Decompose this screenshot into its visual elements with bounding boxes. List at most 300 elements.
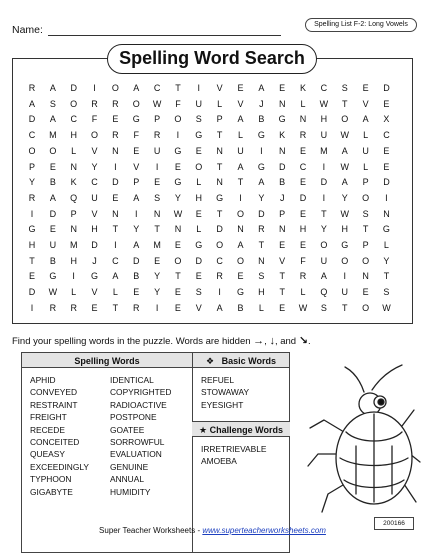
puzzle-letter[interactable]: L [196, 177, 202, 188]
puzzle-letter[interactable]: N [278, 98, 286, 109]
puzzle-letter[interactable]: E [237, 83, 244, 93]
puzzle-letter[interactable]: Y [154, 287, 161, 298]
puzzle-letter[interactable]: O [28, 145, 36, 156]
puzzle-letter[interactable]: A [320, 271, 327, 282]
puzzle-letter[interactable]: T [342, 302, 348, 313]
puzzle-letter[interactable]: O [70, 98, 78, 109]
puzzle-letter[interactable]: C [299, 161, 307, 172]
puzzle-letter[interactable]: U [153, 145, 161, 156]
puzzle-letter[interactable]: S [195, 114, 202, 125]
puzzle-letter[interactable]: G [257, 161, 265, 172]
puzzle-letter[interactable]: T [216, 130, 223, 141]
puzzle-letter[interactable]: P [216, 114, 223, 125]
puzzle-letter[interactable]: G [341, 240, 349, 250]
puzzle-letter[interactable]: H [91, 224, 98, 235]
puzzle-letter[interactable]: W [340, 208, 349, 219]
puzzle-letter[interactable]: P [362, 240, 369, 250]
puzzle-letter[interactable]: D [28, 114, 36, 125]
puzzle-letter[interactable]: P [362, 177, 369, 188]
puzzle-letter[interactable]: I [155, 161, 159, 172]
puzzle-letter[interactable]: D [28, 287, 36, 298]
puzzle-letter[interactable]: E [383, 161, 390, 172]
puzzle-letter[interactable]: W [319, 98, 329, 109]
puzzle-letter[interactable]: V [133, 161, 140, 172]
puzzle-letter[interactable]: B [237, 302, 244, 313]
puzzle-letter[interactable]: A [49, 83, 56, 93]
puzzle-letter[interactable]: V [91, 145, 98, 156]
puzzle-letter[interactable]: O [111, 83, 119, 93]
puzzle-letter[interactable]: O [174, 114, 182, 125]
basic-word: REFUEL [201, 375, 235, 385]
puzzle-letter[interactable]: M [49, 130, 57, 141]
puzzle-letter[interactable]: L [300, 287, 306, 298]
puzzle-letter[interactable]: O [216, 240, 224, 250]
puzzle-letter[interactable]: A [133, 192, 140, 203]
challenge-word: IRRETRIEVABLE [201, 444, 267, 454]
puzzle-letter[interactable]: A [237, 114, 244, 125]
puzzle-letter[interactable]: R [112, 98, 119, 109]
puzzle-letter[interactable]: T [175, 271, 181, 282]
spelling-word: RECEDE [30, 424, 65, 435]
star-icon: ★ [199, 425, 208, 435]
puzzle-letter[interactable]: T [279, 271, 285, 282]
puzzle-letter[interactable]: D [112, 177, 119, 188]
puzzle-letter[interactable]: R [299, 271, 307, 282]
puzzle-letter[interactable]: L [112, 287, 118, 298]
puzzle-letter[interactable]: N [153, 208, 161, 219]
puzzle-letter[interactable]: N [278, 145, 286, 156]
puzzle-letter[interactable]: E [195, 271, 202, 282]
puzzle-letter[interactable]: C [383, 130, 390, 141]
puzzle-letter[interactable]: M [320, 145, 328, 156]
puzzle-letter[interactable]: U [195, 98, 203, 109]
puzzle-letter[interactable]: Y [28, 177, 35, 188]
puzzle-letter[interactable]: L [258, 302, 264, 313]
diagonal-arrow-icon: ↘ [298, 335, 308, 347]
spelling-word: EXCEEDINGLY [30, 461, 89, 472]
puzzle-letter[interactable]: T [237, 177, 244, 188]
footer-link[interactable]: www.superteacherworksheets.com [202, 526, 326, 535]
puzzle-letter[interactable]: A [49, 114, 56, 125]
puzzle-letter[interactable]: E [49, 224, 56, 235]
puzzle-letter[interactable]: L [196, 224, 202, 235]
puzzle-letter[interactable]: R [49, 302, 57, 313]
puzzle-letter[interactable]: E [300, 240, 307, 250]
puzzle-letter[interactable]: T [216, 208, 223, 219]
puzzle-letter[interactable]: O [91, 130, 99, 141]
puzzle-letter[interactable]: W [152, 98, 162, 109]
puzzle-letter[interactable]: G [216, 192, 224, 203]
name-label: Name: [12, 24, 43, 36]
puzzle-letter[interactable]: H [70, 255, 77, 266]
puzzle-letter[interactable]: S [362, 208, 369, 219]
puzzle-letter[interactable]: G [195, 240, 203, 250]
puzzle-letter[interactable]: E [174, 302, 181, 313]
spelling-word: COPYRIGHTED [110, 387, 172, 398]
puzzle-letter[interactable]: Y [154, 271, 161, 282]
spelling-word: SORROWFUL [110, 437, 165, 448]
puzzle-letter[interactable]: U [49, 240, 57, 250]
puzzle-letter[interactable]: E [362, 83, 369, 93]
puzzle-letter[interactable]: T [112, 302, 119, 313]
puzzle-letter[interactable]: V [362, 98, 369, 109]
puzzle-letter[interactable]: T [175, 83, 181, 93]
puzzle-letter[interactable]: L [71, 287, 77, 298]
puzzle-letter[interactable]: U [362, 145, 369, 156]
puzzle-letter[interactable]: I [385, 192, 388, 203]
puzzle-letter[interactable]: L [237, 130, 243, 141]
puzzle-letter[interactable]: D [49, 208, 57, 219]
puzzle-letter[interactable]: I [239, 192, 242, 203]
spelling-word: EVALUATION [110, 449, 162, 460]
puzzle-letter[interactable]: N [383, 208, 390, 219]
puzzle-letter[interactable]: D [383, 83, 390, 93]
puzzle-letter[interactable]: F [91, 114, 98, 125]
puzzle-letter[interactable]: P [154, 114, 161, 125]
puzzle-letter[interactable]: P [70, 208, 77, 219]
puzzle-letter[interactable]: L [300, 98, 306, 109]
puzzle-letter[interactable]: K [279, 130, 286, 141]
puzzle-letter[interactable]: I [30, 208, 34, 219]
word-bank-divider [192, 352, 193, 553]
puzzle-letter[interactable]: O [341, 114, 349, 125]
puzzle-letter[interactable]: I [114, 161, 117, 172]
puzzle-letter[interactable]: Y [174, 192, 181, 203]
puzzle-letter[interactable]: O [132, 98, 140, 109]
puzzle-letter[interactable]: C [91, 177, 98, 188]
puzzle-letter[interactable]: E [279, 240, 286, 250]
puzzle-letter[interactable]: F [175, 98, 181, 109]
puzzle-letter[interactable]: N [216, 145, 223, 156]
puzzle-letter[interactable]: C [216, 255, 223, 266]
puzzle-letter[interactable]: A [133, 83, 140, 93]
puzzle-letter[interactable]: G [91, 271, 99, 282]
puzzle-letter[interactable]: V [91, 287, 98, 298]
puzzle-letter[interactable]: F [133, 130, 139, 141]
puzzle-letter[interactable]: R [153, 130, 161, 141]
spelling-word: TYPHOON [30, 474, 72, 485]
puzzle-letter[interactable]: B [279, 177, 286, 188]
puzzle-letter[interactable]: Y [133, 224, 140, 235]
puzzle-letter[interactable]: A [133, 240, 140, 250]
puzzle-letter[interactable]: B [49, 177, 56, 188]
puzzle-letter[interactable]: D [91, 240, 98, 250]
puzzle-letter[interactable]: T [29, 255, 35, 266]
puzzle-letter[interactable]: A [49, 192, 56, 203]
spelling-word: POSTPONE [110, 412, 157, 423]
puzzle-letter[interactable]: O [174, 255, 182, 266]
puzzle-letter[interactable]: K [300, 83, 307, 93]
puzzle-letter[interactable]: E [133, 145, 140, 156]
puzzle-letter[interactable]: W [48, 287, 58, 298]
puzzle-letter[interactable]: G [49, 271, 57, 282]
puzzle-letter[interactable]: A [258, 83, 265, 93]
puzzle-letter[interactable]: H [341, 224, 348, 235]
puzzle-letter[interactable]: I [134, 208, 138, 219]
puzzle-letter[interactable]: D [320, 177, 328, 188]
puzzle-letter[interactable]: R [28, 192, 36, 203]
puzzle-letter[interactable]: C [28, 130, 36, 141]
puzzle-letter[interactable]: E [300, 145, 307, 156]
puzzle-letter[interactable]: W [340, 161, 349, 172]
puzzle-letter[interactable]: I [72, 271, 75, 282]
puzzle-letter[interactable]: O [49, 145, 57, 156]
puzzle-letter[interactable]: O [362, 302, 370, 313]
puzzle-letter[interactable]: R [70, 302, 77, 313]
puzzle-letter[interactable]: I [93, 83, 96, 93]
puzzle-letter[interactable]: I [114, 240, 117, 250]
puzzle-letter[interactable]: G [174, 145, 182, 156]
puzzle-letter[interactable]: M [153, 240, 161, 250]
puzzle-letter[interactable]: I [343, 271, 346, 282]
puzzle-letter[interactable]: S [49, 98, 56, 109]
name-line[interactable] [48, 35, 281, 36]
challenge-words-list [201, 443, 266, 468]
puzzle-letter[interactable]: G [174, 177, 182, 188]
puzzle-letter[interactable]: T [112, 224, 119, 235]
puzzle-letter[interactable]: S [195, 287, 202, 298]
puzzle-letter[interactable]: H [28, 240, 36, 250]
spelling-word: RESTRAINT [30, 399, 78, 410]
puzzle-letter[interactable]: P [28, 161, 35, 172]
puzzle-letter[interactable]: O [236, 208, 244, 219]
puzzle-letter[interactable]: H [258, 287, 265, 298]
puzzle-letter[interactable]: R [216, 271, 223, 282]
puzzle-letter[interactable]: D [195, 255, 203, 266]
puzzle-letter[interactable]: S [383, 287, 390, 298]
puzzle-letter[interactable]: O [195, 161, 203, 172]
puzzle-letter[interactable]: Y [258, 192, 265, 203]
puzzle-letter[interactable]: A [237, 240, 244, 250]
puzzle-letter[interactable]: G [132, 114, 140, 125]
puzzle-letter[interactable]: S [341, 83, 348, 93]
puzzle-letter[interactable]: Y [91, 161, 98, 172]
puzzle-letter[interactable]: T [216, 161, 223, 172]
puzzle-letter[interactable]: N [362, 271, 369, 282]
puzzle-letter[interactable]: E [362, 287, 369, 298]
puzzle-letter[interactable]: I [197, 83, 201, 93]
puzzle-letter[interactable]: L [71, 145, 77, 156]
puzzle-letter[interactable]: L [383, 240, 389, 250]
instructions-conjunction: , and [274, 336, 297, 347]
puzzle-letter[interactable]: I [322, 161, 326, 172]
puzzle-letter[interactable]: I [155, 302, 159, 313]
puzzle-letter[interactable]: T [154, 224, 160, 235]
puzzle-letter[interactable]: P [279, 208, 286, 219]
puzzle-letter[interactable]: L [363, 161, 369, 172]
puzzle-letter[interactable]: R [112, 130, 119, 141]
puzzle-letter[interactable]: A [341, 177, 348, 188]
puzzle-letter[interactable]: D [133, 255, 140, 266]
puzzle-letter[interactable]: E [174, 161, 181, 172]
puzzle-letter[interactable]: O [236, 255, 244, 266]
spelling-word: GENUINE [110, 461, 149, 472]
puzzle-letter[interactable]: E [174, 287, 181, 298]
puzzle-letter[interactable]: C [112, 255, 119, 266]
spelling-words-column-2 [110, 374, 171, 498]
puzzle-letter[interactable]: G [257, 130, 265, 141]
puzzle-letter[interactable]: A [341, 145, 348, 156]
challenge-word: AMOEBA [201, 456, 237, 467]
puzzle-letter[interactable]: U [341, 287, 348, 298]
puzzle-letter[interactable]: E [195, 145, 202, 156]
footer [0, 526, 425, 535]
puzzle-letter[interactable]: N [258, 255, 265, 266]
puzzle-letter[interactable]: Y [320, 224, 327, 235]
puzzle-letter[interactable]: S [320, 302, 327, 313]
puzzle-letter[interactable]: I [322, 192, 326, 203]
puzzle-letter[interactable]: T [362, 224, 369, 235]
puzzle-letter[interactable]: D [383, 177, 390, 188]
spelling-word: CONVEYED [30, 387, 78, 398]
puzzle-letter[interactable]: V [195, 302, 202, 313]
down-arrow-icon: ↓ [269, 335, 275, 347]
puzzle-letter[interactable]: B [49, 255, 56, 266]
puzzle-letter[interactable]: A [112, 271, 119, 282]
puzzle-letter[interactable]: D [299, 192, 307, 203]
puzzle-letter[interactable]: T [321, 208, 327, 219]
puzzle-letter[interactable]: S [258, 271, 265, 282]
puzzle-letter[interactable]: W [298, 302, 308, 313]
puzzle-letter[interactable]: W [382, 302, 391, 313]
puzzle-letter[interactable]: A [237, 161, 244, 172]
puzzle-letter[interactable]: N [174, 224, 182, 235]
basic-word: STOWAWAY [201, 387, 250, 398]
puzzle-letter[interactable]: N [112, 208, 119, 219]
puzzle-letter[interactable]: E [300, 208, 307, 219]
puzzle-letter[interactable]: E [383, 145, 390, 156]
puzzle-letter[interactable]: D [258, 208, 265, 219]
puzzle-letter[interactable]: E [174, 240, 181, 250]
puzzle-letter[interactable]: Q [70, 192, 78, 203]
puzzle-letter[interactable]: A [28, 98, 35, 109]
puzzle-letter[interactable]: G [382, 224, 390, 235]
puzzle-letter[interactable]: E [300, 177, 307, 188]
puzzle-letter[interactable]: H [320, 114, 328, 125]
puzzle-letter[interactable]: A [362, 114, 369, 125]
puzzle-letter[interactable]: O [362, 255, 370, 266]
puzzle-letter[interactable]: A [258, 177, 265, 188]
puzzle-letter[interactable]: V [279, 255, 286, 266]
puzzle-letter[interactable]: X [383, 114, 390, 125]
puzzle-letter[interactable]: E [237, 271, 244, 282]
puzzle-letter[interactable]: J [92, 255, 97, 266]
puzzle-letter[interactable]: D [278, 161, 286, 172]
puzzle-letter[interactable]: T [258, 240, 265, 250]
spelling-list-tag: Spelling List F-2: Long Vowels [305, 18, 417, 32]
puzzle-letter[interactable]: G [278, 114, 286, 125]
puzzle-letter[interactable]: I [176, 130, 180, 141]
puzzle-letter[interactable]: E [112, 192, 119, 203]
puzzle-letter[interactable]: D [216, 224, 223, 235]
basic-word: EYESIGHT [201, 399, 244, 410]
puzzle-letter[interactable]: H [195, 192, 203, 203]
puzzle-letter[interactable]: R [258, 224, 265, 235]
puzzle-letter[interactable]: A [216, 302, 223, 313]
puzzle-letter[interactable]: O [320, 240, 328, 250]
puzzle-letter[interactable]: I [30, 302, 34, 313]
puzzle-letter[interactable]: M [69, 240, 78, 250]
puzzle-letter[interactable]: T [342, 98, 348, 109]
puzzle-letter[interactable]: E [154, 177, 161, 188]
puzzle-letter[interactable]: T [279, 287, 285, 298]
puzzle-letter[interactable]: S [154, 192, 161, 203]
puzzle-letter[interactable]: C [153, 83, 161, 93]
puzzle-letter[interactable]: U [237, 145, 244, 156]
puzzle-letter[interactable]: V [237, 98, 244, 109]
puzzle-letter[interactable]: E [28, 271, 35, 282]
puzzle-letter[interactable]: U [320, 130, 328, 141]
puzzle-letter[interactable]: D [70, 83, 77, 93]
puzzle-letter[interactable]: G [236, 287, 244, 298]
puzzle-letter[interactable]: H [299, 224, 307, 235]
puzzle-letter[interactable]: O [341, 255, 349, 266]
puzzle-letter[interactable]: Y [383, 255, 390, 266]
puzzle-letter[interactable]: L [217, 98, 223, 109]
puzzle-letter[interactable]: N [237, 224, 244, 235]
right-arrow-icon: → [253, 335, 265, 347]
puzzle-letter[interactable]: K [70, 177, 77, 188]
spelling-word: FREIGHT [30, 412, 67, 423]
puzzle-letter[interactable]: J [279, 192, 285, 203]
puzzle-letter[interactable]: B [133, 271, 140, 282]
puzzle-letter[interactable]: N [299, 114, 307, 125]
puzzle-letter[interactable]: B [258, 114, 265, 125]
puzzle-letter[interactable]: N [278, 224, 286, 235]
puzzle-letter[interactable]: Q [320, 287, 328, 298]
puzzle-letter[interactable]: V [91, 208, 98, 219]
puzzle-letter[interactable]: F [300, 255, 306, 266]
puzzle-letter[interactable]: E [91, 302, 98, 313]
puzzle-letter[interactable]: H [70, 130, 77, 141]
puzzle-letter[interactable]: O [362, 192, 370, 203]
puzzle-letter[interactable]: R [28, 83, 36, 93]
puzzle-letter[interactable]: C [70, 114, 77, 125]
puzzle-letter[interactable]: V [216, 83, 223, 93]
spelling-word: RADIOACTIVE [110, 399, 167, 410]
puzzle-letter[interactable]: N [70, 161, 77, 172]
puzzle-letter[interactable]: L [363, 130, 369, 141]
puzzle-letter[interactable]: Y [341, 192, 348, 203]
puzzle-letter[interactable]: T [383, 271, 390, 282]
puzzle-letter[interactable]: P [133, 177, 140, 188]
puzzle-letter[interactable]: W [173, 208, 183, 219]
puzzle-letter[interactable]: E [112, 114, 119, 125]
puzzle-letter[interactable]: N [216, 177, 223, 188]
puzzle-letter[interactable]: N [70, 224, 77, 235]
puzzle-letter[interactable]: R [299, 130, 307, 141]
puzzle-letter[interactable]: W [340, 130, 349, 141]
puzzle-letter[interactable]: R [91, 98, 98, 109]
puzzle-letter[interactable]: E [133, 287, 140, 298]
puzzle-letter[interactable]: E [49, 161, 56, 172]
puzzle-letter[interactable]: E [279, 83, 286, 93]
puzzle-letter[interactable]: E [195, 208, 202, 219]
puzzle-letter[interactable]: I [260, 145, 263, 156]
puzzle-letter[interactable]: R [133, 302, 140, 313]
puzzle-letter[interactable]: G [28, 224, 36, 235]
puzzle-letter[interactable]: E [383, 98, 390, 109]
puzzle-letter[interactable]: E [279, 302, 286, 313]
puzzle-letter[interactable]: G [195, 130, 203, 141]
puzzle-letter[interactable]: C [320, 83, 328, 93]
puzzle-letter[interactable]: U [320, 255, 328, 266]
puzzle-letter[interactable]: J [259, 98, 264, 109]
puzzle-letter[interactable]: I [218, 287, 221, 298]
puzzle-letter[interactable]: N [112, 145, 119, 156]
puzzle-letter[interactable]: U [91, 192, 98, 203]
puzzle-letter[interactable]: E [154, 255, 161, 266]
